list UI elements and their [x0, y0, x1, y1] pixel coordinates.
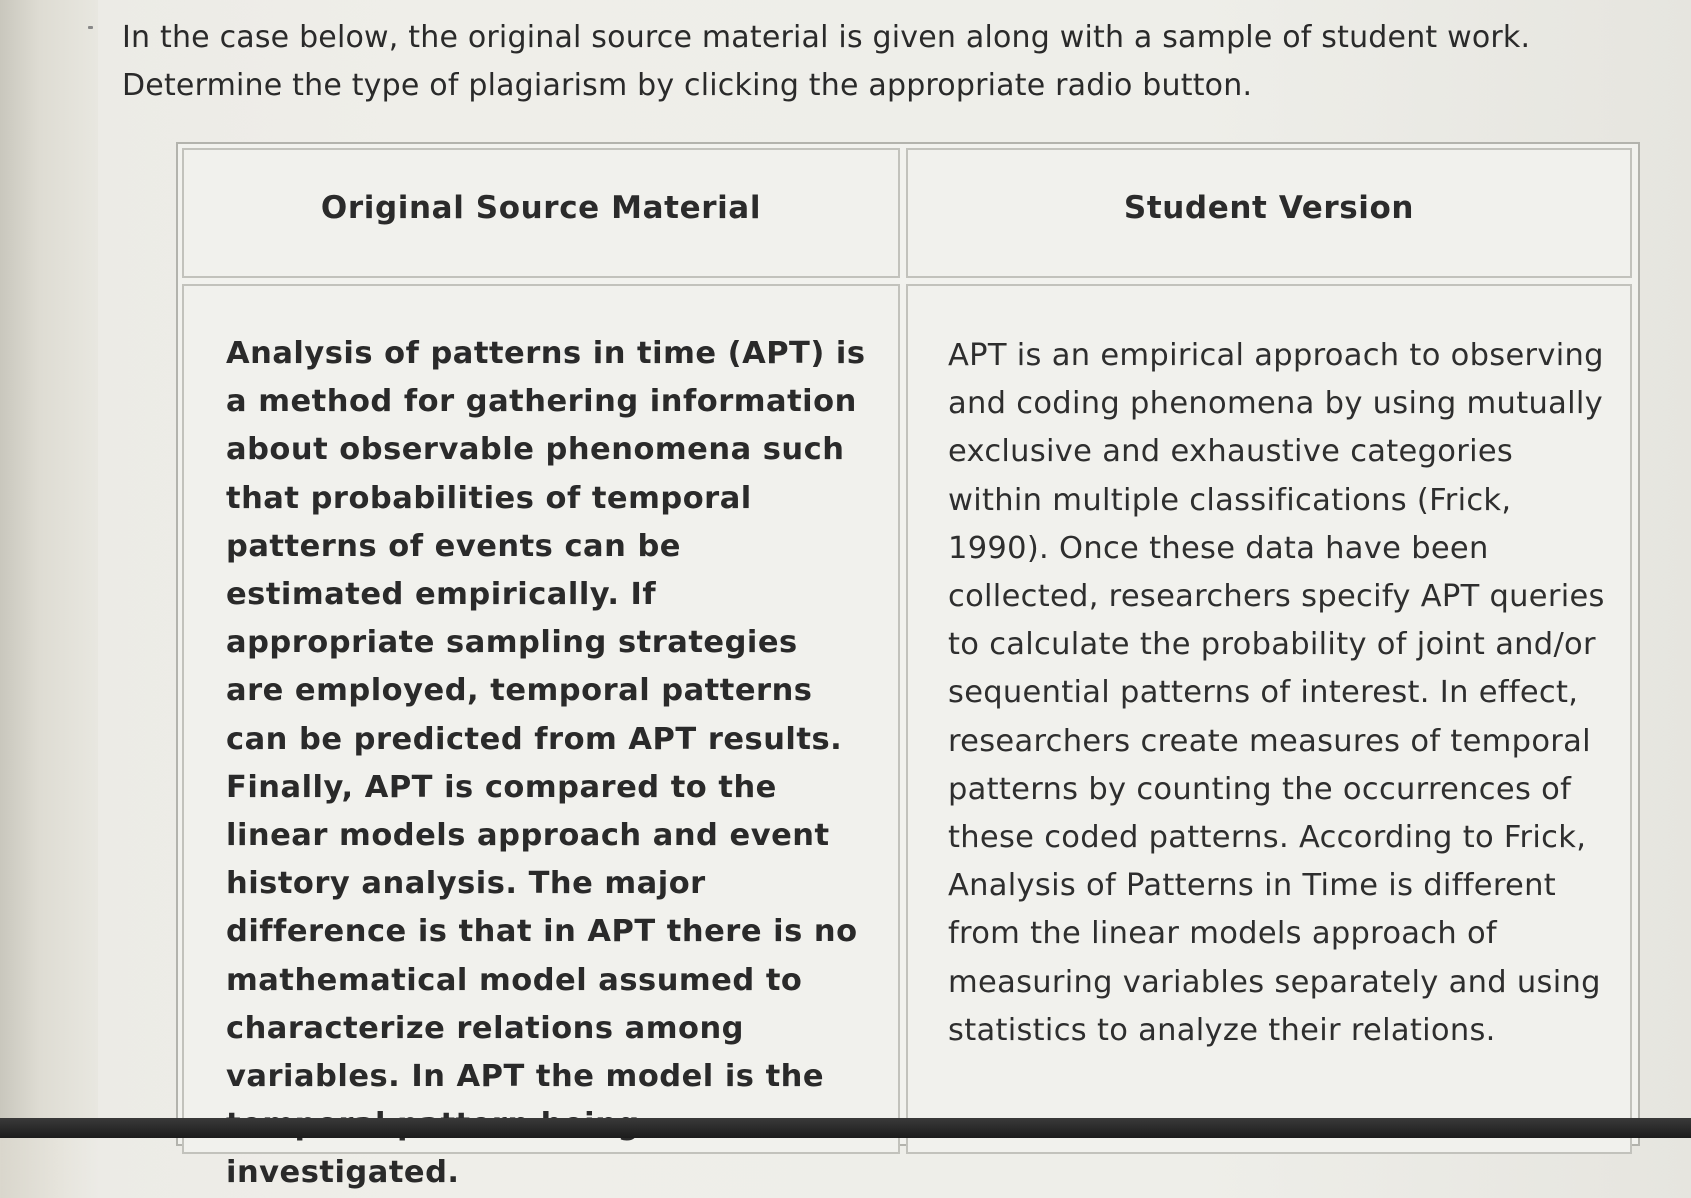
- instructions-line-1: In the case below, the original source material is given along with a sample of student work.: [122, 20, 1531, 55]
- case-table: [176, 142, 1640, 1191]
- header-student-version: Student Version: [1123, 190, 1415, 226]
- original-source-text: Analysis of patterns in time (APT) is a method for gathering information about observable phenomena such that probabilities of temporal patterns of events can be estimated empirically. If appropriate sampling strategies are employed, temporal patterns can be predicted from APT results. Finally, APT is compared to the linear models approach and event history analysis. The major difference is that in APT there is no mathematical model assumed to characterize relations among variables. In APT the model is the investigated.: [226, 336, 866, 1191]
- instructions: [122, 14, 1662, 110]
- student-version-text: APT is an empirical approach to observing and coding phenomena by using mutually exclusive and exhaustive categories within multiple classifications (Frick, 1990). Once these data have been collected, researchers specify APT queries to calculate the probability of joint and/or sequential patterns of interest. In effect, researchers create measures of temporal patterns by counting the occurrences of these coded patterns. According to Frick, Analysis of Patterns in Time is different from the linear models approach of measuring variables separately and using statistics to analyze their relations.: [948, 338, 1605, 1048]
- bullet-marker: [88, 26, 93, 29]
- student-version-cell: [906, 284, 1632, 1154]
- header-cell-original: [182, 148, 900, 278]
- screen-bezel: [0, 1118, 1691, 1138]
- page-margin: [0, 0, 98, 1120]
- header-cell-student: [906, 148, 1632, 278]
- instructions-line-2: Determine the type of plagiarism by clicking the appropriate radio button.: [122, 68, 1253, 103]
- header-original-source: Original Source Material: [320, 190, 762, 226]
- original-source-cell: [182, 284, 900, 1191]
